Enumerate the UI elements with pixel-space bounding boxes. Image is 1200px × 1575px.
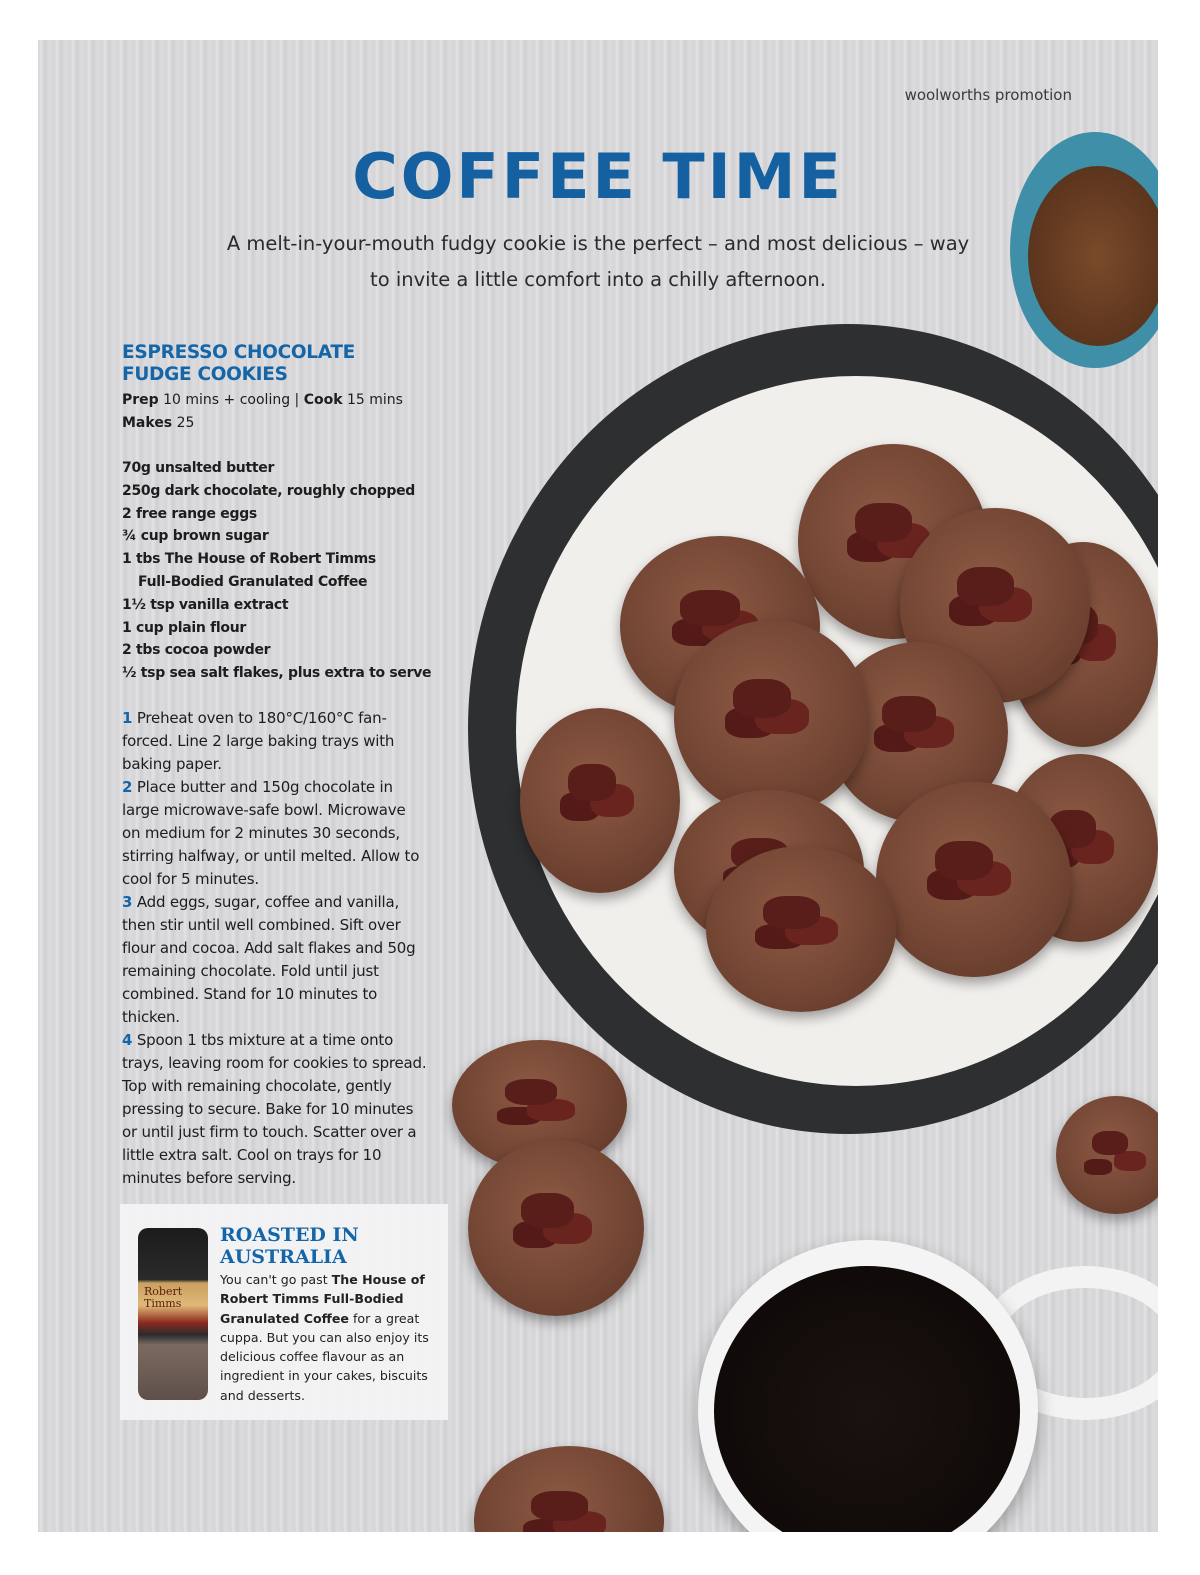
- recipe-title: ESPRESSO CHOCOLATE FUDGE COOKIES: [122, 342, 356, 385]
- cookie: [876, 782, 1071, 977]
- magazine-page: [38, 40, 1158, 1532]
- cookie: [520, 708, 680, 893]
- cookie: [468, 1140, 644, 1316]
- method-steps: [122, 707, 427, 1190]
- ingredient: ¾ cup brown sugar: [122, 528, 269, 545]
- coffee-jar-image: Robert Timms: [138, 1228, 208, 1400]
- ingredient: 1 cup plain flour: [122, 619, 246, 636]
- method-step: 1 Preheat oven to 180°C/160°C fan-forced. Line 2 large baking trays with baking paper.: [122, 708, 395, 773]
- ingredient: 70g unsalted butter: [122, 460, 275, 476]
- promo-box: [120, 1204, 448, 1420]
- method-step: 4 Spoon 1 tbs mixture at a time onto trays, leaving room for cookies to spread. Top with remaining chocolate, gently pressing to secure. Bake for 10 minutes or until just firm to touch. Scatter over a little extra salt. Cool on trays for 10 minutes before serving.: [122, 1030, 427, 1187]
- cookie: [674, 620, 869, 815]
- promo-title: ROASTED IN AUSTRALIA: [220, 1224, 359, 1268]
- ingredient: 1 tbs The House of Robert Timms: [122, 551, 376, 568]
- ingredients-list: [122, 457, 442, 685]
- cookie: [474, 1446, 664, 1532]
- page-title: COFFEE TIME: [352, 140, 844, 213]
- recipe-meta: Prep 10 mins + cooling | Cook 15 mins Makes 25: [122, 392, 403, 431]
- ingredient: 1½ tsp vanilla extract: [122, 596, 289, 613]
- ingredient: ½ tsp sea salt flakes, plus extra to serve: [122, 665, 432, 682]
- method-step: 3 Add eggs, sugar, coffee and vanilla, then stir until well combined. Sift over flour and cocoa. Add salt flakes and 50g remaining chocolate. Fold until just combined. Stand for 10 minutes to thicken.: [122, 892, 416, 1026]
- ingredient: Full-Bodied Granulated Coffee: [138, 573, 368, 590]
- ingredient: 250g dark chocolate, roughly chopped: [122, 482, 416, 499]
- cookie: [1056, 1096, 1158, 1214]
- method-step: 2 Place butter and 150g chocolate in large microwave-safe bowl. Microwave on medium for 2 minutes 30 seconds, stirring halfway, or until melted. Allow to cool for 5 minutes.: [122, 777, 420, 888]
- ingredient: 2 tbs cocoa powder: [122, 642, 271, 659]
- intro-text: A melt-in-your-mouth fudgy cookie is the perfect – and most delicious – way to invite a little comfort into a chilly afternoon.: [226, 232, 970, 291]
- promotion-tag: woolworths promotion: [904, 86, 1072, 104]
- ingredient: 2 free range eggs: [122, 505, 257, 522]
- promo-text: You can't go past The House of Robert Timms Full-Bodied Granulated Coffee for a great cuppa. But you can also enjoy its delicious coffee flavour as an ingredient in your cakes, biscuits and desserts.: [220, 1272, 429, 1403]
- recipe-column: [122, 342, 442, 1190]
- cookie: [706, 846, 896, 1012]
